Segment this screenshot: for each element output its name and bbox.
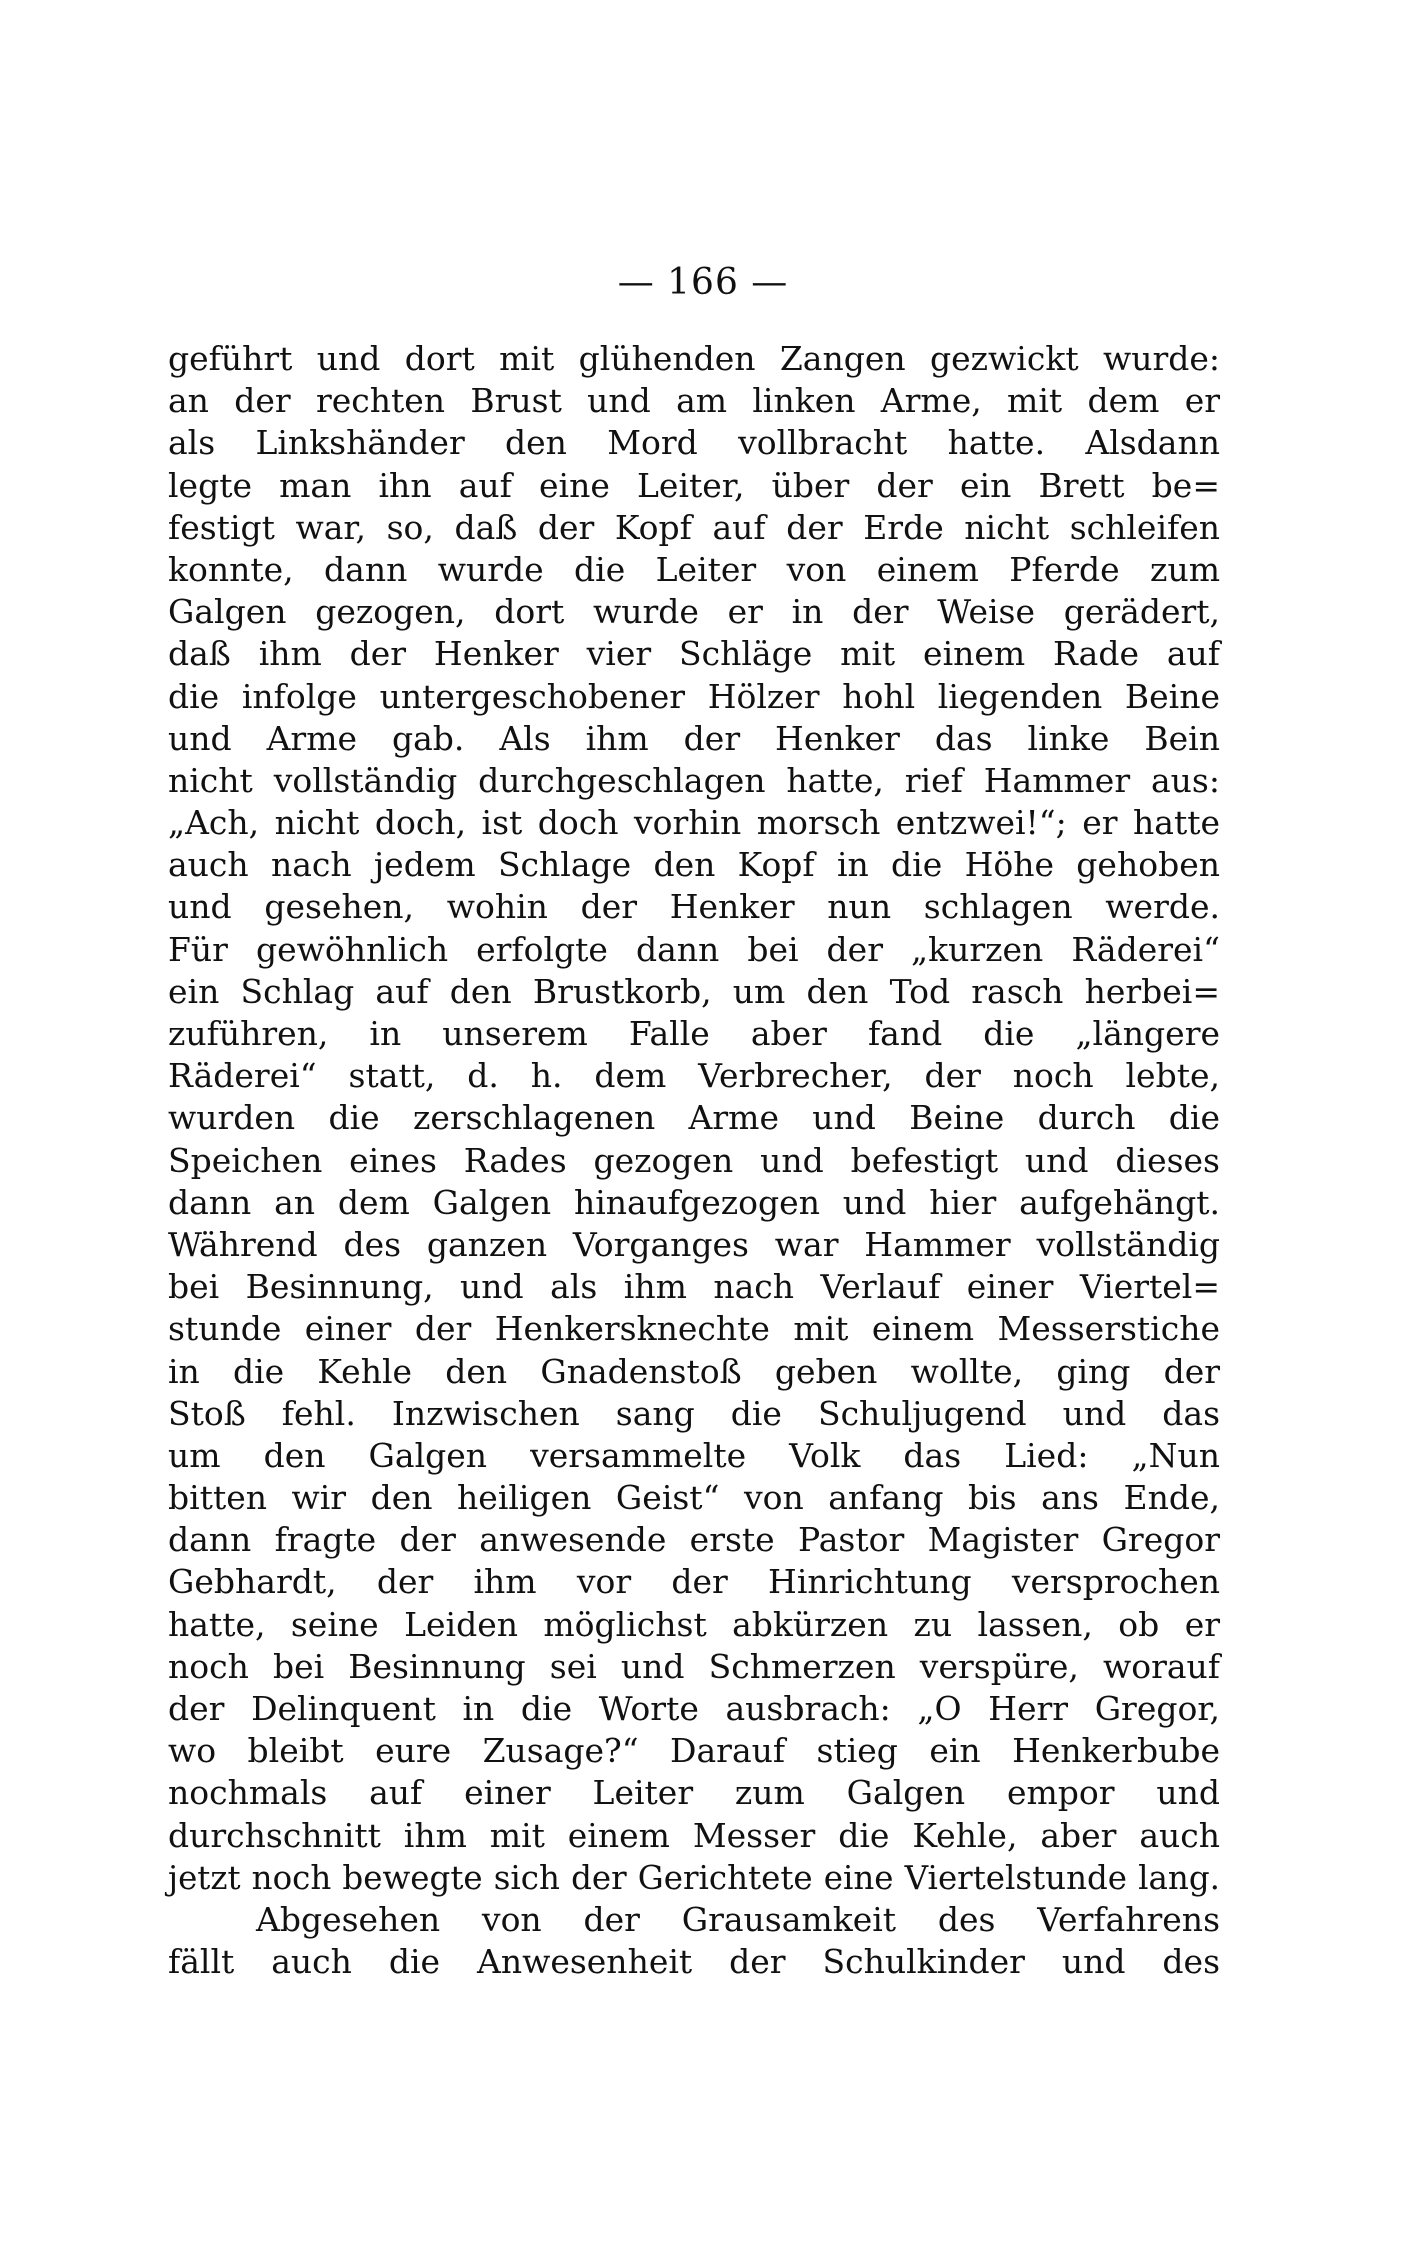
text-line: geführt und dort mit glühenden Zangen gezwickt wurde: <box>168 339 1220 378</box>
text-line: nicht vollständig durchgeschlagen hatte, rief Hammer aus: <box>168 760 1220 800</box>
text-line: bei Besinnung, und als ihm nach Verlauf einer Viertel= <box>168 1267 1220 1307</box>
text-line: wo bleibt eure Zusage?“ Darauf stieg ein Henkerbube <box>168 1731 1220 1771</box>
text-line: daß ihm der Henker vier Schläge mit einem Rade auf <box>168 634 1220 674</box>
text-line: dann an dem Galgen hinaufgezogen und hier aufgehängt. <box>168 1182 1220 1222</box>
text-line: und Arme gab. Als ihm der Henker das linke Bein <box>168 718 1220 758</box>
text-line: um den Galgen versammelte Volk das Lied: „Nun <box>168 1435 1220 1475</box>
text-line: Gebhardt, der ihm vor der Hinrichtung versprochen <box>168 1562 1220 1602</box>
text-line: Speichen eines Rades gezogen und befestigt und dieses <box>168 1140 1220 1180</box>
text-line: zuführen, in unserem Falle aber fand die „längere <box>168 1014 1220 1053</box>
text-line: und gesehen, wohin der Henker nun schlagen werde. <box>168 887 1220 927</box>
text-line: Abgesehen von der Grausamkeit des Verfahrens <box>256 1899 1220 1939</box>
text-line: „Ach, nicht doch, ist doch vorhin morsch entzwei!“; er hatte <box>168 803 1220 843</box>
text-line: noch bei Besinnung sei und Schmerzen verspüre, worauf <box>168 1646 1220 1686</box>
text-line: legte man ihn auf eine Leiter, über der ein Brett be= <box>168 465 1220 505</box>
text-line: stunde einer der Henkersknechte mit einem Messerstiche <box>168 1309 1220 1349</box>
text-line: Stoß fehl. Inzwischen sang die Schuljugend und das <box>168 1393 1220 1433</box>
text-line: Galgen gezogen, dort wurde er in der Weise gerädert, <box>168 592 1220 632</box>
text-line: auch nach jedem Schlage den Kopf in die Höhe gehoben <box>168 845 1220 885</box>
text-line: Für gewöhnlich erfolgte dann bei der „kurzen Räderei“ <box>168 929 1220 969</box>
text-line: nochmals auf einer Leiter zum Galgen empor und <box>168 1773 1220 1813</box>
text-line: als Linkshänder den Mord vollbracht hatte. Alsdann <box>168 423 1220 463</box>
page-number: — 166 — <box>617 262 789 303</box>
body-text <box>168 338 1220 1983</box>
text-line: die infolge untergeschobener Hölzer hohl liegenden Beine <box>168 676 1220 716</box>
text-line: der Delinquent in die Worte ausbrach: „O Herr Gregor, <box>168 1689 1220 1728</box>
text-line: ein Schlag auf den Brustkorb, um den Tod rasch herbei= <box>168 971 1220 1011</box>
text-line: an der rechten Brust und am linken Arme, mit dem er <box>168 381 1220 421</box>
text-line: Räderei“ statt, d. h. dem Verbrecher, der noch lebte, <box>168 1056 1220 1096</box>
text-line: konnte, dann wurde die Leiter von einem Pferde zum <box>168 549 1220 589</box>
text-line: wurden die zerschlagenen Arme und Beine durch die <box>168 1098 1220 1138</box>
text-line: Während des ganzen Vorganges war Hammer vollständig <box>168 1224 1220 1264</box>
text-line: festigt war, so, daß der Kopf auf der Erde nicht schleifen <box>168 507 1220 547</box>
text-line: fällt auch die Anwesenheit der Schulkinder und des <box>168 1942 1220 1982</box>
text-line: dann fragte der anwesende erste Pastor Magister Gregor <box>168 1520 1220 1560</box>
text-line: hatte, seine Leiden möglichst abkürzen zu lassen, ob er <box>168 1604 1220 1644</box>
text-line: jetzt noch bewegte sich der Gerichtete eine Viertelstunde lang. <box>168 1858 1220 1897</box>
text-line: in die Kehle den Gnadenstoß geben wollte, ging der <box>168 1351 1220 1391</box>
text-line: bitten wir den heiligen Geist“ von anfang bis ans Ende, <box>168 1478 1220 1518</box>
text-line: durchschnitt ihm mit einem Messer die Kehle, aber auch <box>168 1815 1220 1855</box>
